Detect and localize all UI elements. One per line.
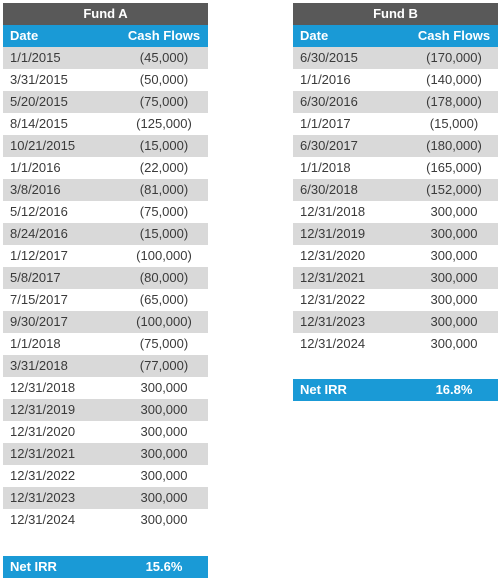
date-cell: 1/1/2015 (10, 50, 61, 65)
cash-flow-cell: (80,000) (139, 270, 189, 285)
table-row (3, 91, 208, 113)
date-cell: 12/31/2019 (300, 226, 366, 241)
date-cell: 5/20/2015 (10, 94, 68, 109)
date-cell: 1/12/2017 (10, 248, 68, 263)
table-row (293, 179, 498, 201)
cash-flow-cell: 300,000 (140, 424, 188, 439)
cash-flow-cell: 300,000 (140, 402, 188, 417)
date-cell: 3/31/2015 (10, 72, 68, 87)
date-cell: 1/1/2018 (300, 160, 351, 175)
table-row (3, 377, 208, 399)
table-row (293, 245, 498, 267)
cash-flow-cell: 300,000 (140, 512, 188, 527)
fund-a-net-irr-label: Net IRR (10, 559, 57, 574)
fund-b-cash-flows-header: Cash Flows (417, 28, 491, 43)
fund-a-net-irr-value: 15.6% (145, 559, 183, 574)
date-cell: 12/31/2024 (10, 512, 76, 527)
fund-b-net-irr-row (293, 379, 498, 401)
fund-b-rows (293, 47, 498, 355)
cash-flow-cell: (100,000) (136, 248, 192, 263)
cash-flow-cell: 300,000 (140, 446, 188, 461)
date-cell: 7/15/2017 (10, 292, 68, 307)
table-row (3, 267, 208, 289)
cash-flow-cell: 300,000 (430, 226, 478, 241)
table-row (3, 421, 208, 443)
table-row (3, 47, 208, 69)
cash-flow-cell: 300,000 (430, 204, 478, 219)
table-row (293, 201, 498, 223)
table-row (293, 267, 498, 289)
date-cell: 12/31/2023 (10, 490, 76, 505)
cash-flow-cell: 300,000 (430, 314, 478, 329)
table-row (3, 157, 208, 179)
fund-b-table (293, 3, 498, 397)
table-row (293, 157, 498, 179)
fund-b-date-header: Date (300, 28, 329, 43)
date-cell: 12/31/2022 (300, 292, 366, 307)
date-cell: 8/24/2016 (10, 226, 68, 241)
table-row (3, 223, 208, 245)
cash-flow-cell: (75,000) (139, 336, 189, 351)
cash-flow-cell: (100,000) (136, 314, 192, 329)
table-row (293, 113, 498, 135)
date-cell: 6/30/2016 (300, 94, 358, 109)
table-row (293, 223, 498, 245)
fund-a-header-row (3, 25, 208, 47)
table-row (3, 333, 208, 355)
date-cell: 6/30/2018 (300, 182, 358, 197)
table-row (293, 311, 498, 333)
cash-flow-cell: (180,000) (426, 138, 482, 153)
date-cell: 12/31/2018 (300, 204, 366, 219)
cash-flow-cell: 300,000 (430, 270, 478, 285)
date-cell: 12/31/2022 (10, 468, 76, 483)
cash-flow-cell: 300,000 (140, 490, 188, 505)
table-row (293, 69, 498, 91)
cash-flow-cell: (75,000) (139, 94, 189, 109)
table-row (3, 245, 208, 267)
table-row (3, 113, 208, 135)
fund-a-table (3, 3, 208, 574)
cash-flow-cell: (75,000) (139, 204, 189, 219)
cash-flow-cell: (15,000) (139, 138, 189, 153)
cash-flow-cell: (45,000) (139, 50, 189, 65)
fund-b-net-irr-value: 16.8% (435, 382, 473, 397)
cash-flow-cell: 300,000 (430, 336, 478, 351)
cash-flow-cell: (65,000) (139, 292, 189, 307)
cash-flow-cell: (125,000) (136, 116, 192, 131)
table-row (3, 69, 208, 91)
cash-flow-cell: (22,000) (139, 160, 189, 175)
date-cell: 3/31/2018 (10, 358, 68, 373)
cash-flow-cell: (50,000) (139, 72, 189, 87)
table-row (293, 135, 498, 157)
date-cell: 12/31/2020 (300, 248, 366, 263)
date-cell: 8/14/2015 (10, 116, 68, 131)
date-cell: 12/31/2024 (300, 336, 366, 351)
table-row (3, 487, 208, 509)
cash-flow-cell: (77,000) (139, 358, 189, 373)
table-row (3, 465, 208, 487)
table-row (293, 289, 498, 311)
date-cell: 12/31/2021 (300, 270, 366, 285)
fund-a-rows (3, 47, 208, 531)
cash-flow-cell: (170,000) (426, 50, 482, 65)
date-cell: 5/8/2017 (10, 270, 61, 285)
cash-flow-cell: (15,000) (429, 116, 479, 131)
date-cell: 10/21/2015 (10, 138, 76, 153)
cash-flow-cell: (165,000) (426, 160, 482, 175)
fund-a-date-header: Date (10, 28, 39, 43)
table-row (3, 443, 208, 465)
date-cell: 12/31/2020 (10, 424, 76, 439)
date-cell: 12/31/2023 (300, 314, 366, 329)
cash-flow-cell: (15,000) (139, 226, 189, 241)
date-cell: 6/30/2015 (300, 50, 358, 65)
table-row (3, 179, 208, 201)
table-row (293, 91, 498, 113)
cash-flow-cell: (178,000) (426, 94, 482, 109)
table-row (293, 47, 498, 69)
table-row (3, 289, 208, 311)
cash-flow-cell: 300,000 (140, 468, 188, 483)
table-row (3, 355, 208, 377)
date-cell: 1/1/2016 (10, 160, 61, 175)
fund-a-net-irr-row (3, 556, 208, 578)
cash-flow-cell: 300,000 (140, 380, 188, 395)
date-cell: 3/8/2016 (10, 182, 61, 197)
table-row (3, 201, 208, 223)
cash-flow-cell: (152,000) (426, 182, 482, 197)
date-cell: 6/30/2017 (300, 138, 358, 153)
table-row (3, 311, 208, 333)
cash-flow-cell: 300,000 (430, 248, 478, 263)
date-cell: 1/1/2018 (10, 336, 61, 351)
date-cell: 12/31/2018 (10, 380, 76, 395)
table-row (3, 399, 208, 421)
fund-b-net-irr-label: Net IRR (300, 382, 347, 397)
date-cell: 12/31/2021 (10, 446, 76, 461)
date-cell: 1/1/2016 (300, 72, 351, 87)
date-cell: 1/1/2017 (300, 116, 351, 131)
table-row (3, 509, 208, 531)
fund-b-header-row (293, 25, 498, 47)
date-cell: 9/30/2017 (10, 314, 68, 329)
fund-b-title: Fund B (293, 3, 498, 25)
fund-a-title: Fund A (3, 3, 208, 25)
fund-a-cash-flows-header: Cash Flows (127, 28, 201, 43)
date-cell: 12/31/2019 (10, 402, 76, 417)
table-row (293, 333, 498, 355)
table-row (3, 135, 208, 157)
date-cell: 5/12/2016 (10, 204, 68, 219)
cash-flow-cell: 300,000 (430, 292, 478, 307)
cash-flow-cell: (140,000) (426, 72, 482, 87)
cash-flow-cell: (81,000) (139, 182, 189, 197)
